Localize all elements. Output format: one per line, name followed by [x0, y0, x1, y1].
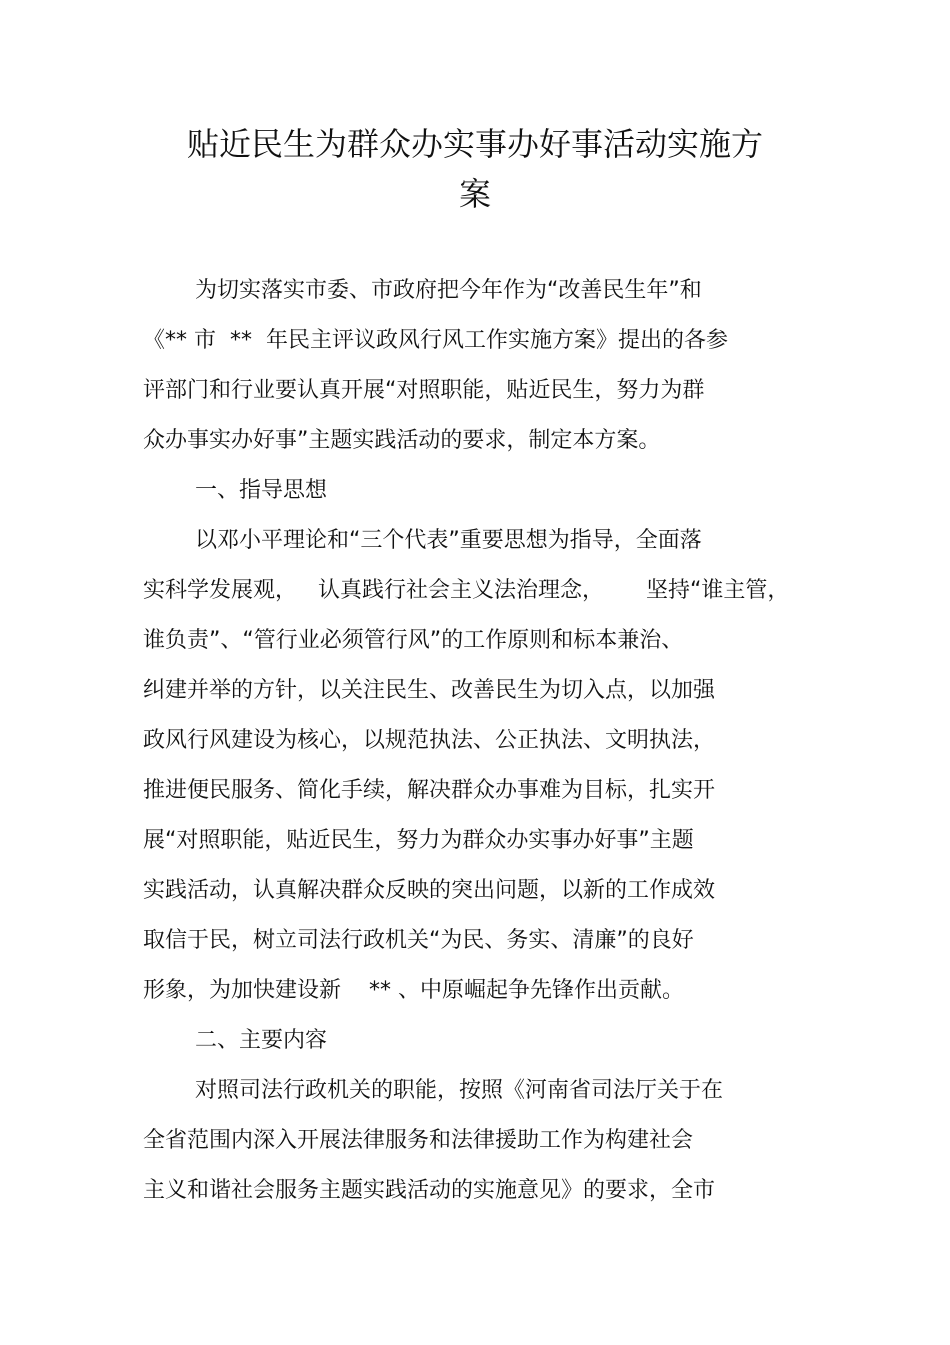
- paragraph-line: 评部门和行业要认真开展“对照职能，贴近民生，努力为群: [143, 378, 705, 403]
- paragraph-line: 实科学发展观， 认真践行社会主义法治理念， 坚持“谁主管，: [143, 578, 790, 603]
- section-heading: 二、主要内容: [195, 1028, 328, 1053]
- paragraph-line: 展“对照职能，贴近民生，努力为群众办实事办好事”主题: [143, 828, 694, 853]
- section-heading: 一、指导思想: [195, 478, 328, 503]
- paragraph-line: 政风行风建设为核心，以规范执法、公正执法、文明执法，: [143, 728, 716, 753]
- document-title-line-2: 案: [458, 175, 491, 213]
- document-title-line-1: 贴近民生为群众办实事办好事活动实施方: [186, 125, 763, 163]
- paragraph-line: 《** 市 ** 年民主评议政风行风工作实施方案》提出的各参: [143, 328, 728, 353]
- paragraph-line: 谁负责”、“管行业必须管行风”的工作原则和标本兼治、: [143, 628, 684, 653]
- paragraph-line: 纠建并举的方针，以关注民生、改善民生为切入点，以加强: [143, 678, 716, 703]
- paragraph-line: 实践活动，认真解决群众反映的突出问题，以新的工作成效: [143, 878, 716, 903]
- paragraph-line: 全省范围内深入开展法律服务和法律援助工作为构建社会: [143, 1128, 694, 1153]
- paragraph-line: 取信于民，树立司法行政机关“为民、务实、清廉”的良好: [143, 928, 694, 953]
- paragraph-line: 对照司法行政机关的职能，按照《河南省司法厅关于在: [195, 1078, 724, 1103]
- paragraph-line: 推进便民服务、简化手续，解决群众办事难为目标，扎实开: [143, 778, 716, 803]
- paragraph-line: 形象，为加快建设新 ** 、中原崛起争先锋作出贡献。: [143, 978, 684, 1003]
- paragraph-line: 为切实落实市委、市政府把今年作为“改善民生年”和: [195, 278, 702, 303]
- paragraph-line: 以邓小平理论和“三个代表”重要思想为指导，全面落: [195, 528, 702, 553]
- paragraph-line: 众办事实办好事”主题实践活动的要求，制定本方案。: [143, 428, 661, 453]
- paragraph-line: 主义和谐社会服务主题实践活动的实施意见》的要求，全市: [143, 1178, 716, 1203]
